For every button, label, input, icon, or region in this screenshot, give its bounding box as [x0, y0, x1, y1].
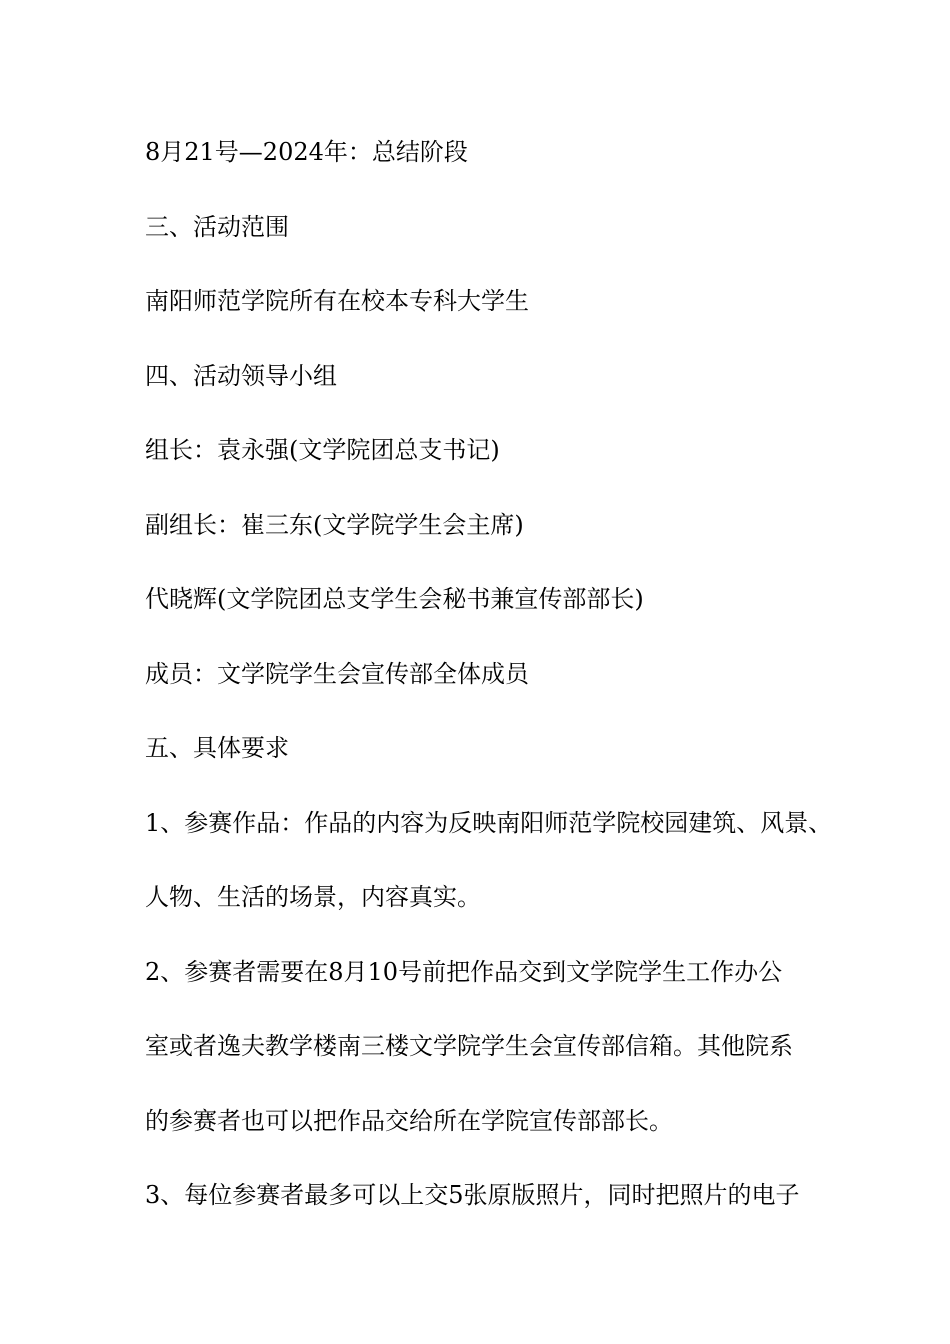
text-line-leader: 组长：袁永强(文学院团总支书记) — [145, 436, 500, 464]
text-line-requirement-2b: 室或者逸夫教学楼南三楼文学院学生会宣传部信箱。其他院系 — [145, 1032, 793, 1060]
text-line-deputy-leader: 副组长：崔三东(文学院学生会主席) — [145, 510, 524, 539]
text-line-stage-summary: 8月21号—2024年：总结阶段 — [145, 138, 468, 166]
section-heading-requirements: 五、具体要求 — [145, 734, 289, 762]
text-line-secretary: 代晓辉(文学院团总支学生会秘书兼宣传部部长) — [145, 585, 644, 613]
text-line-scope: 南阳师范学院所有在校本专科大学生 — [145, 287, 529, 315]
text-line-requirement-1b: 人物、生活的场景，内容真实。 — [145, 883, 481, 911]
section-heading-scope: 三、活动范围 — [145, 212, 289, 241]
text-line-requirement-2a: 2、参赛者需要在8月10号前把作品交到文学院学生工作办公 — [145, 957, 783, 986]
text-line-requirement-2c: 的参赛者也可以把作品交给所在学院宣传部部长。 — [145, 1106, 673, 1135]
section-heading-leadership: 四、活动领导小组 — [145, 361, 337, 390]
text-line-members: 成员：文学院学生会宣传部全体成员 — [145, 659, 529, 688]
text-line-requirement-1a: 1、参赛作品：作品的内容为反映南阳师范学院校园建筑、风景、 — [145, 808, 833, 837]
document-body — [145, 134, 835, 1252]
text-line-requirement-3a: 3、每位参赛者最多可以上交5张原版照片，同时把照片的电子 — [145, 1181, 800, 1209]
